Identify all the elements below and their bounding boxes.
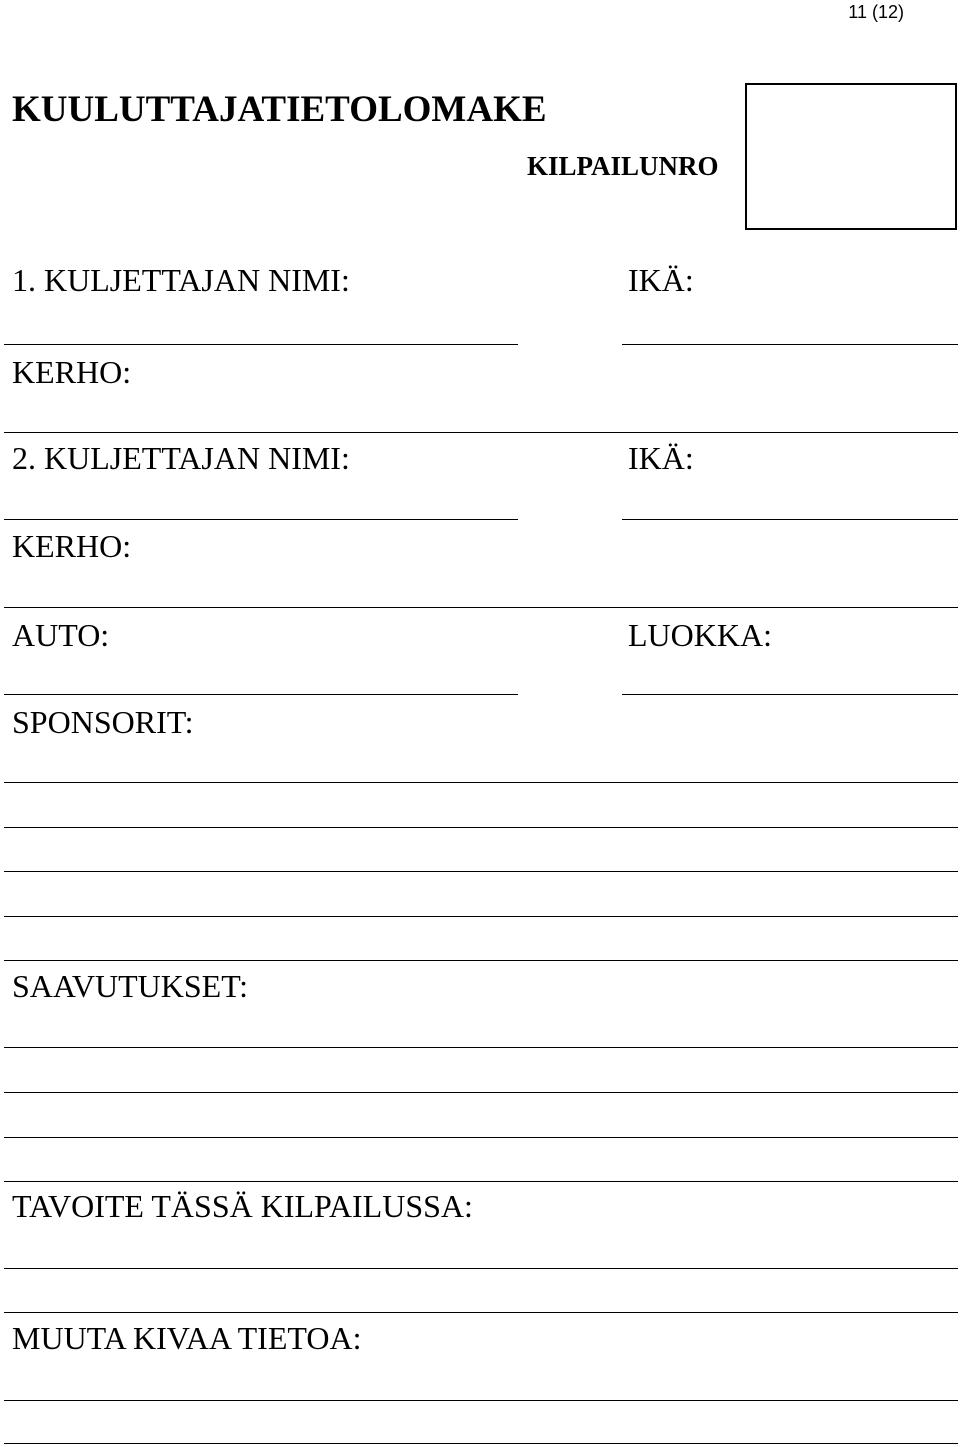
driver1-name-field[interactable] <box>4 344 518 345</box>
driver1-age-label: IKÄ: <box>628 262 694 298</box>
sponsors-field-line[interactable] <box>4 960 958 961</box>
class-label: LUOKKA: <box>628 617 772 653</box>
driver2-club-field[interactable] <box>4 607 958 608</box>
other-info-label: MUUTA KIVAA TIETOA: <box>12 1320 362 1356</box>
goal-field-line[interactable] <box>4 1312 958 1313</box>
car-label: AUTO: <box>12 617 110 653</box>
sponsors-label: SPONSORIT: <box>12 704 194 740</box>
achievements-field-line[interactable] <box>4 1181 958 1182</box>
page-number: 11 (12) <box>848 2 904 22</box>
achievements-field-line[interactable] <box>4 1092 958 1093</box>
sponsors-field-line[interactable] <box>4 916 958 917</box>
driver1-age-field[interactable] <box>622 344 958 345</box>
driver2-age-field[interactable] <box>622 519 958 520</box>
goal-label: TAVOITE TÄSSÄ KILPAILUSSA: <box>12 1188 473 1224</box>
sponsors-field-line[interactable] <box>4 871 958 872</box>
driver2-name-label: 2. KULJETTAJAN NIMI: <box>12 440 350 476</box>
contest-number-label: KILPAILUNRO <box>527 151 719 181</box>
driver2-club-label: KERHO: <box>12 528 132 564</box>
driver2-name-field[interactable] <box>4 519 518 520</box>
sponsors-field-line[interactable] <box>4 782 958 783</box>
driver1-club-field[interactable] <box>4 432 958 433</box>
contest-number-box[interactable] <box>745 83 957 230</box>
class-field[interactable] <box>622 694 958 695</box>
sponsors-field-line[interactable] <box>4 827 958 828</box>
form-title: KUULUTTAJATIETOLOMAKE <box>12 89 547 130</box>
car-field[interactable] <box>4 694 518 695</box>
achievements-label: SAAVUTUKSET: <box>12 968 249 1004</box>
other-info-field-line[interactable] <box>4 1400 958 1401</box>
driver2-age-label: IKÄ: <box>628 440 694 476</box>
achievements-field-line[interactable] <box>4 1047 958 1048</box>
other-info-field-line[interactable] <box>4 1443 958 1444</box>
driver1-club-label: KERHO: <box>12 354 132 390</box>
driver1-name-label: 1. KULJETTAJAN NIMI: <box>12 262 350 298</box>
goal-field-line[interactable] <box>4 1268 958 1269</box>
achievements-field-line[interactable] <box>4 1137 958 1138</box>
